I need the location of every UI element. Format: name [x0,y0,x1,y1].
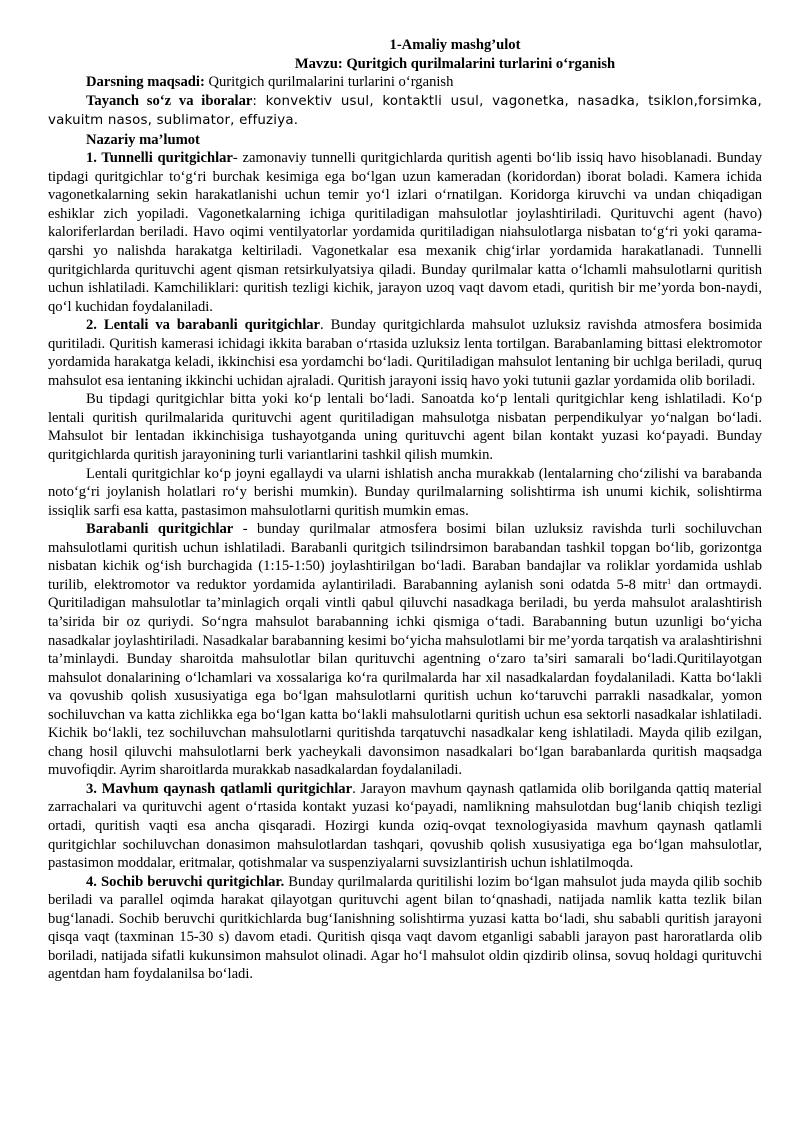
belt-dryers-paragraph-3: Lentali quritgichlar ko‘p joyni egallaydi va ularni ishlatish ancha murakkab (lentalarning cho‘zilishi va barabanda noto‘g‘ri joylanish holatlari ro‘y berishi mumkin). Bunday qurilmalarning solishtirma ish unumi kichik, solishtirma issiqlik sarfi esa katta, pastasimon mahsulotlarni quritish mumkin emas. [48,465,762,519]
section-drum-text-a: - bunday qurilmalar atmosfera bosimi bilan uzluksiz ravishda turli sochiluvchan mahsulotlami quritish uchun ishlatiladi. Barabanli quritgich tsilindrsimon barabandan tashkil topgan bo‘lib, gorizontga nisbatan kichik og‘ish burchagida (1:15-1:50) joylashtirilgan bo‘ladi. Baraban bandajlar va roliklar yordamida ushlab turilib, elektromotor va reduktor yordamida aylantiriladi. Barabanning aylanish soni odatda 5-8 mitr [48,521,762,593]
section-belt-title: 2. Lentali va barabanli quritgichlar [86,317,321,334]
keywords-paragraph [48,92,762,131]
section-belt-text: . Bunday quritgichlarda mahsulot uzluksiz ravishda atmosfera bosimida quritiladi. Quritish kamerasi ichidagi ikkita baraban o‘rtasida uzluksiz lenta tortilgan. Barabanlaming bittasi elektromotor yordamida harakatga keladi, ikkinchisi esa yordamchi bo‘ladi. Quritiladigan mahsulot lentaning bir uchlga beriladi, quruq mahsulot esa ientaning ikkinchi uchidan ajraladi. Quritish jarayoni issiq havo yoki tutunii gazlar yordamida olib boriladi. [48,317,762,389]
section-drum-text-b: dan ortmaydi. Quritiladigan mahsulotlar ta’minlagich orqali vintli qabul qiluvchi nasadkaga beriladi, bu yerda mahsulot aralashtirish ta’sirida bir oz quriydi. So‘ngra mahsulot barabanning ichki qismiga o‘tadi. Barabanning butun uzunligi bo‘yicha nasadkalar joylashtiriladi. Nasadkalar barabanning kesimi bo‘yicha mahsulotlami bir me’yorda tarqatish va aralashtirishni ta’minlaydi. Bunday sharoitda mahsulotlar bilan qurituvchi agentning o‘zaro ta’siri samarali bo‘ladi.Quritilayotgan mahsulot donalarining o‘lchamlari va xossalariga ko‘ra qurilmalarda har xil nasadkalardan foydalaniladi. Katta bo‘lakli va qovushib qolish xususiyatiga ega bo‘lgan mahsulotlarni quritish uchun ko‘taruvchi parrakli nasadkalar, yomon sochiluvchan va katta zichlikka ega bo‘lgan katta bo‘lakli mahsulotlarni quritish uchun esa sektorli nasadkalar ishlatiladi. Kichik bo‘lakli, tez sochiluvchan mahsulotlarni quritishda tarqatuvchi nasadkalar keng ishlatiladi. Mayda qilib ezilgan, chang hosil qiluvchi mahsulotlarni berk yacheykali davonsimon nasadkalari bo‘lgan barabanlarda quritish maqsadga muvofiqdir. Ayrim sharoitlarda murakkab nasadkalardan foydalaniladi. [48,576,762,779]
section-drum-dryers [48,520,762,780]
section-fluidized-text: . Jarayon mavhum qaynash qatlamida olib borilganda qattiq material zarrachalari va qurituvchi agent o‘rtasida kontakt yuzasi ko‘payadi, namlikning mahsulotdan bug‘lanib chiqish tezligi ortadi, quritish vaqti esa ancha qisqaradi. Hozirgi kunda oziq-ovqat texnologiyasida mavhum qaynash qatlamli quritgichlar sochiluvchan donasimon mahsulotlardan tashqari, qovushib qolish xususiyatiga ega bo‘lgan mahsulotlar, pastasimon moddalar, eritmalar, qotishmalar va suspenziyalarni suvsizlantirish uchun ishlatilmoqda. [48,780,762,872]
belt-dryers-paragraph-2: Bu tipdagi quritgichlar bitta yoki ko‘p lentali bo‘ladi. Sanoatda ko‘p lentali quritgichlar keng ishlatiladi. Ko‘p lentali quritish qurilmalarida qurituvchi agent quritiladigan mahsulotga nisbatan perpendikulyar yo‘nalgan bo‘ladi. Mahsulot bir lentadan ikkinchisiga tushayotganda uning qurituvchi agent bilan kontakt yuzasi ko‘payadi. Bunday quritgichlarda quritish jarayonining turli variantlarini tashkil qilish mumkin. [48,391,762,464]
section-spray-dryers [48,873,762,984]
keywords-text: : konvektiv usul, kontaktli usul, vagonetka, nasadka, tsiklon,forsimka, vakuitm nasos, sublimator, effuziya. [48,93,762,129]
keywords-label: Tayanch so‘z va iboralar [86,92,253,109]
section-spray-title: 4. Sochib beruvchi quritgichlar. [86,873,285,890]
theory-heading: Nazariy ma’lumot [86,131,200,148]
document-page [48,36,762,984]
section-tunnel-dryers [48,149,762,316]
section-belt-drum-dryers [48,316,762,390]
lesson-goal-label: Darsning maqsadi: [86,74,205,91]
document-title: 1-Amaliy mashg’ulot [389,37,521,53]
lesson-goal [48,73,762,92]
section-drum-title: Barabanli quritgichlar [86,521,234,538]
topic-heading: Mavzu: Quritgich qurilmalarini turlarini o‘rganish [294,55,616,72]
section-fluidized-title: 3. Mavhum qaynash qatlamli quritgichlar [86,780,353,797]
superscript: 1 [667,576,672,586]
section-tunnel-text: - zamonaviy tunnelli quritgichlarda quritish agenti bo‘lib issiq havo hisoblanadi. Bunday tipdagi quritgichlar to‘g‘ri burchak kesimiga ega bo‘lgan uzun kameradan (koridordan) iborat boladi. Kamera ichida vagonetkalarning sekin harakatlanishi uchun temir yo‘l izlari o‘rnatilgan. Koridorga kiruvchi va undan chiqadigan eshiklar zich yopiladi. Vagonetkalarning ichiga quritiladigan mahsulotlar joylashtiriladi. Qurituvchi agent (havo) kaloriferlardan beriladi. Havo oqimi ventilyatorlar yordamida quritiladigan niahsulotlarga nisbatan to‘g‘ri yoki qarama-qarshi yo nalishda harakatga keltiriladi. Vagonetkalar esa mexanik chig‘irlar yordamida harakatlanadi. Tunnelli quritgichlarda qurituvchi agent qisman retsirkulyatsiya qiladi. Bunday qurilmalar katta o‘lchamli mahsulotlarni quritish uchun ishlatiladi. Kamchiliklari: quritish tezligi kichik, jarayon uzoq vaqt davom etadi, quritish bir me’yorda bon-naydi, qo‘l kuchidan foydalaniladi. [48,150,762,315]
section-tunnel-title: 1. Tunnelli quritgichlar [86,150,233,167]
lesson-goal-text: Quritgich qurilmalarini turlarini o‘rganish [204,74,454,91]
section-fluidized-bed-dryers [48,780,762,873]
section-spray-text: Bunday qurilmalarda quritilishi lozim bo‘lgan mahsulot juda mayda qilib sochib beriladi va parallel oqimda harakat qilayotgan qurituvchi agent bilan to‘qnashadi, natijada namlik katta tezlik bilan bug‘lanadi. Sochib beruvchi quritkichlarda bug‘Ianishning solishtirma yuzasi katta bo‘ladi, shu sababli quritish jarayoni qisqa vaqt (taxminan 15-30 s) davom etadi. Quritish qisqa vaqt davom etganligi sababli jarayon past haroratlarda olib boriladi, natijada sifatli kukunsimon mahsulot olinadi. Agar ho‘l mahsulot oldin qizdirib olinsa, sovuq holdagi qurituvchi agentdan ham foydalanilsa bo‘ladi. [48,873,762,983]
